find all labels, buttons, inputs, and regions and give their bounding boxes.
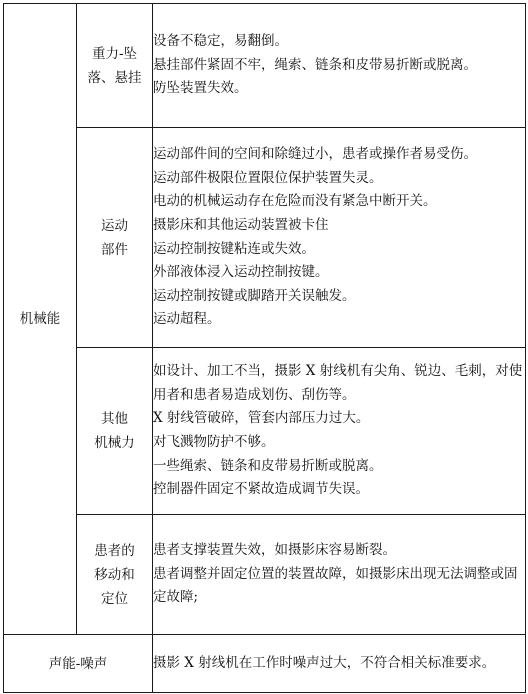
hazard-item: 防坠装置失效。 [153,80,248,97]
hazard-item: 外部液体浸入运动控制按键。 [153,264,329,281]
subcategory-line: 重力-坠 [91,45,138,62]
subcategory-gravity-cell [77,4,153,128]
subcategory-patient-positioning-cell [77,515,153,635]
hazard-item: 一些绳索、链条和皮带易折断或脱离。 [153,457,383,474]
subcategory-line: 患者的 [94,542,135,559]
hazard-item: 摄影 X 射线机在工作时噪声过大，不符合相关标准要求。 [153,654,496,671]
subcategory-line: 移动和 [94,566,135,583]
hazard-item: 设备不稳定，易翻倒。 [153,33,288,50]
hazard-description-cell [153,515,526,635]
hazard-item: 电动的机械运动存在危险而没有紧急中断开关。 [153,193,437,210]
hazard-item: 如设计、加工不当，摄影 X 射线机有尖角、锐边、毛刺，对使用者和患者易造成划伤、刮伤等。 [153,363,523,403]
table-row [4,4,526,128]
subcategory-line: 运动 [101,217,128,234]
table-row [4,348,526,515]
subcategory-moving-parts-cell [77,128,153,348]
subcategory-line: 部件 [101,241,128,258]
hazard-table [3,3,526,693]
hazard-description-cell [153,128,526,348]
hazard-item: 运动部件间的空间和除缝过小，患者或操作者易受伤。 [153,146,477,163]
table-row [4,128,526,348]
hazard-item: 运动超程。 [153,311,221,328]
hazard-item: 运动部件极限位置限位保护装置失灵。 [153,169,383,186]
subcategory-line: 机械力 [94,435,135,451]
subcategory-other-mechanical-cell [77,348,153,515]
category-label: 机械能 [19,311,61,327]
hazard-item: 摄影床和其他运动装置被卡住 [153,216,329,233]
subcategory-line: 其他 [101,411,128,427]
hazard-item: 运动控制按键或脚踏开关误触发。 [153,287,356,304]
hazard-item: X 射线管破碎，管套内部压力过大。 [153,410,370,427]
subcategory-line: 落、悬挂 [87,69,142,86]
category-mechanical-cell [4,4,77,635]
hazard-item: 对飞溅物防护不够。 [153,434,275,450]
hazard-description-cell [153,348,526,515]
hazard-item: 患者支撑装置失效，如摄影床容易断裂。 [153,542,396,559]
hazard-item: 患者调整并固定位置的装置故障，如摄影床出现无法调整或固定故障; [153,565,518,606]
category-label: 声能-噪声 [48,655,108,672]
hazard-item: 控制器件固定不紧故造成调节失误。 [153,481,369,498]
hazard-description-cell [153,4,526,128]
hazard-item: 悬挂部件紧固不牢，绳索、链条和皮带易折断或脱离。 [153,56,477,73]
category-acoustic-cell [4,635,153,693]
table-row [4,635,526,693]
subcategory-line: 定位 [101,590,128,607]
hazard-item: 运动控制按键粘连或失效。 [153,240,315,257]
hazard-description-cell [153,635,526,693]
table-row [4,515,526,635]
